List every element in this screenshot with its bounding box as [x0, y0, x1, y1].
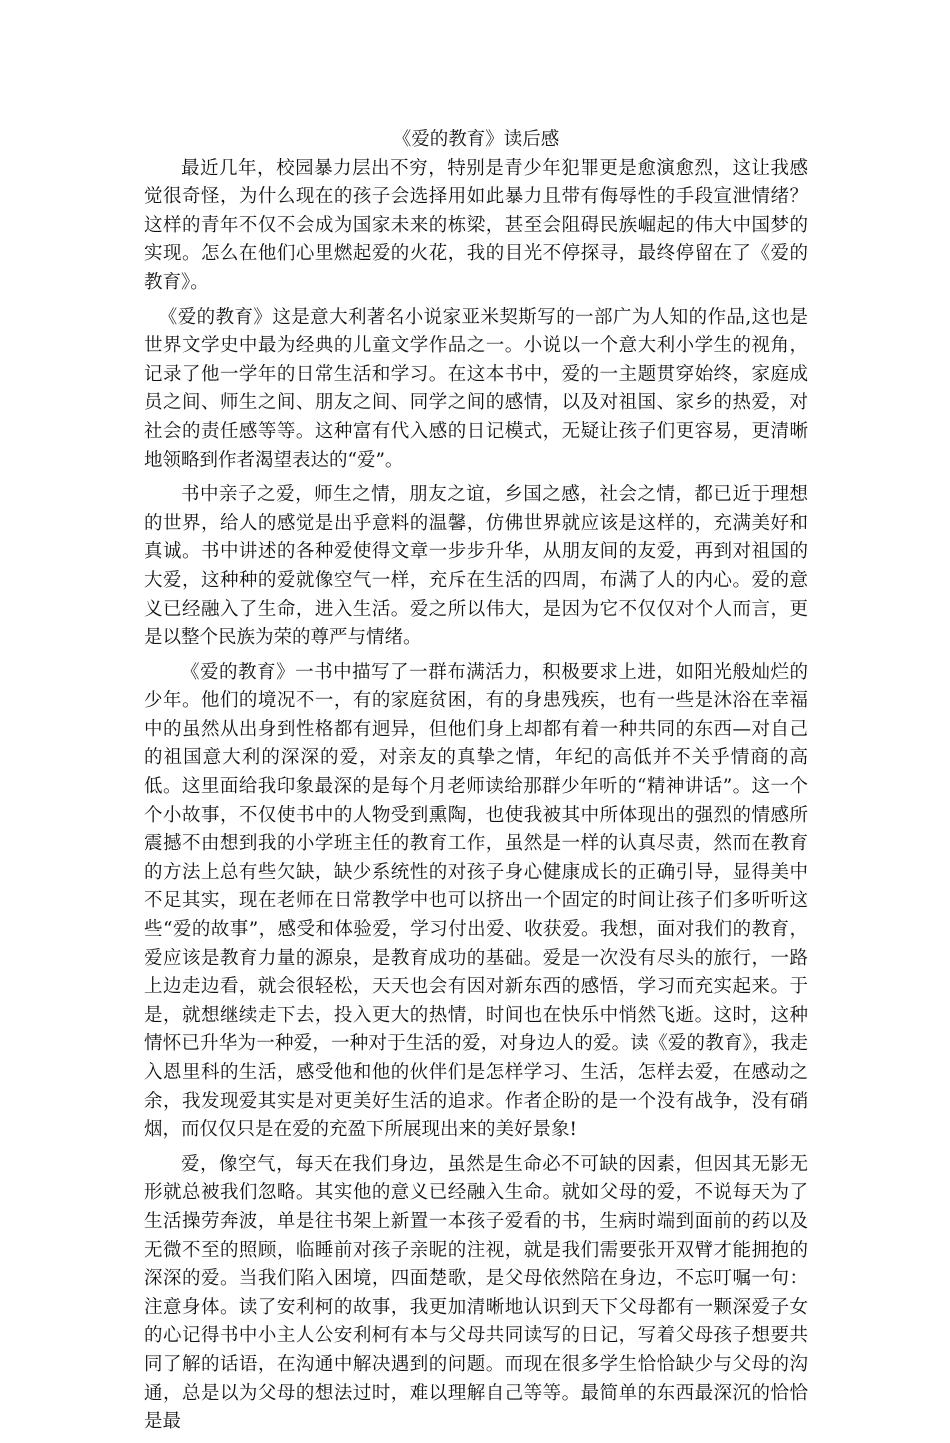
paragraph-5: 爱，像空气，每天在我们身边，虽然是生命必不可缺的因素，但因其无影无形就总被我们忽略。其实他的意义已经融入生命。就如父母的爱，不说每天为了生活操劳奔波，单是往书架上新置一本孩子爱看的书，生病时端到面前的药以及无微不至的照顾，临睡前对孩子亲昵的注视，就是我们需要张开双臂才能拥抱的深深的爱。当我们陷入困境，四面楚歌，是父母依然陪在身边，不忘叮嘱一句：注意身体。读了安利柯的故事，我更加清晰地认识到天下父母都有一颗深爱子女的心记得书中小主人公安利柯有本与父母共同读写的日记，写着父母孩子想要共同了解的话语，在沟通中解决遇到的问题。而现在很多学生恰恰缺少与父母的沟通，总是以为父母的想法过时，难以理解自己等等。最简单的东西最深沉的恰恰是最 — [144, 1153, 808, 1433]
paragraph-2: 《爱的教育》这是意大利著名小说家亚米契斯写的一部广为人知的作品,这也是世界文学史中最为经典的儿童文学作品之一。小说以一个意大利小学生的视角，记录了他一学年的日常生活和学习。在这本书中，爱的一主题贯穿始终，家庭成员之间、师生之间、朋友之间、同学之间的感情，以及对祖国、家乡的热爱，对社会的责任感等等。这种富有代入感的日记模式，无疑让孩子们更容易，更清晰地领略到作者渴望表达的“爱”。 — [144, 306, 808, 471]
paragraph-4: 《爱的教育》一书中描写了一群布满活力，积极要求上进，如阳光般灿烂的少年。他们的境况不一，有的家庭贫困，有的身患残疾，也有一些是沐浴在幸福中的虽然从出身到性格都有迥异，但他们身上却都有着一种共同的东西—对自己的祖国意大利的深深的爱，对亲友的真挚之情，年纪的高低并不关乎情商的高低。这里面给我印象最深的是每个月老师读给那群少年听的“精神讲话”。这一个个小故事，不仅使书中的人物受到熏陶，也使我被其中所体现出的强烈的情感所震撼不由想到我的小学班主任的教育工作，虽然是一样的认真尽责，然而在教育的方法上总有些欠缺，缺少系统性的对孩子身心健康成长的正确引导，显得美中不足其实，现在老师在日常教学中也可以挤出一个固定的时间让孩子们多听听这些“爱的故事”，感受和体验爱，学习付出爱、收获爱。我想，面对我们的教育，爱应该是教育力量的源泉，是教育成功的基础。爱是一次没有尽头的旅行，一路上边走边看，就会很轻松，天天也会有因对新东西的感悟，学习而充实起来。于是，就想继续走下去，投入更大的热情，时间也在快乐中悄然飞逝。这时，这种情怀已升华为一种爱，一种对于生活的爱，对身边人的爱。读《爱的教育》，我走入恩里科的生活，感受他和他的伙伴们是怎样学习、生活，怎样去爱，在感动之余，我发现爱其实是对更美好生活的追求。作者企盼的是一个没有战争，没有硝烟，而仅仅只是在爱的充盈下所展现出来的美好景象! — [144, 661, 808, 1141]
document-title: 《爱的教育》读后感 — [392, 129, 560, 150]
paragraph-1: 最近几年，校园暴力层出不穷，特别是青少年犯罪更是愈演愈烈，这让我感觉很奇怪，为什么现在的孩子会选择用如此暴力且带有侮辱性的手段宣泄情绪？这样的青年不仅不会成为国家未来的栋梁，甚至会阻碍民族崛起的伟大中国梦的实现。怎么在他们心里燃起爱的火花，我的目光不停探寻，最终停留在了《爱的教育》。 — [144, 157, 808, 293]
paragraph-3: 书中亲子之爱，师生之情，朋友之谊，乡国之感，社会之情，都已近于理想的世界，给人的感觉是出乎意料的温馨，仿佛世界就应该是这样的，充满美好和真诚。书中讲述的各种爱使得文章一步步升华，从朋友间的友爱，再到对祖国的大爱，这种种的爱就像空气一样，充斥在生活的四周，布满了人的内心。爱的意义已经融入了生命，进入生活。爱之所以伟大，是因为它不仅仅对个人而言，更是以整个民族为荣的尊严与情绪。 — [144, 484, 808, 649]
document-body — [144, 126, 808, 1443]
